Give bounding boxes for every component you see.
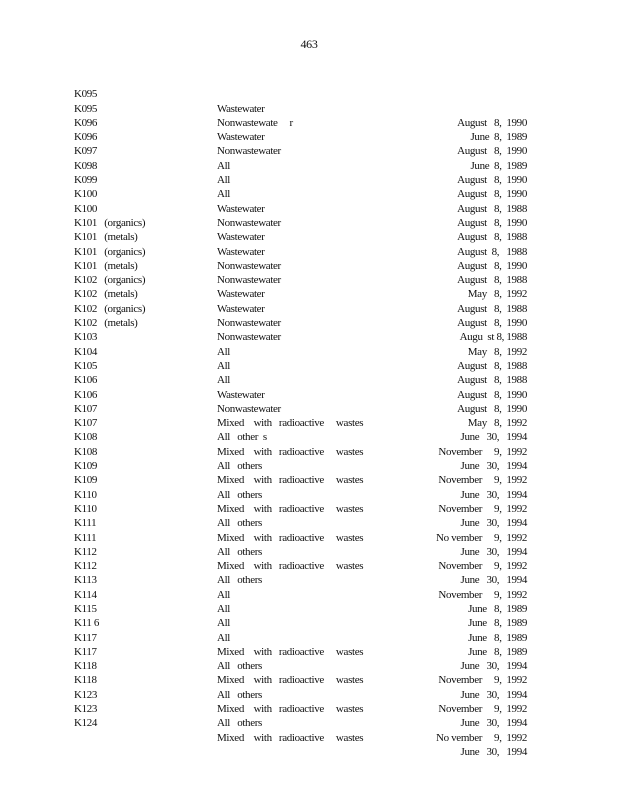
- waste-category: Wastewater: [217, 131, 265, 144]
- waste-code: K118: [74, 660, 97, 673]
- waste-category: All: [217, 345, 231, 358]
- waste-category: Mixed with radioactive wastes: [217, 531, 364, 544]
- waste-category: Wastewater: [217, 388, 265, 401]
- waste-category: All: [217, 174, 231, 187]
- effective-date: August 8, 1990: [457, 402, 527, 415]
- waste-category: Mixed with radioactive wastes: [217, 674, 364, 687]
- waste-code: K118: [74, 674, 97, 687]
- waste-code: K107: [74, 417, 98, 430]
- waste-code: K101 (metals): [74, 259, 138, 272]
- effective-date: No vember 9, 1992: [436, 531, 527, 544]
- effective-date: August 8, 1990: [457, 317, 527, 330]
- effective-date: August 8, 1988: [457, 302, 527, 315]
- effective-date: November 9, 1992: [438, 474, 527, 487]
- waste-category: Mixed with radioactive wastes: [217, 731, 364, 744]
- waste-code: K102 (organics): [74, 274, 146, 287]
- effective-date: August 8, 1990: [457, 216, 527, 229]
- waste-category: All others: [217, 660, 262, 673]
- waste-category: Nonwastewater: [217, 274, 281, 287]
- waste-category: Mixed with radioactive wastes: [217, 445, 364, 458]
- effective-date: June 8, 1989: [468, 645, 527, 658]
- effective-date: August 8, 1990: [457, 259, 527, 272]
- waste-category: All: [217, 631, 231, 644]
- waste-category: Nonwastewater: [217, 259, 281, 272]
- waste-code: K109: [74, 460, 98, 473]
- waste-code: K113: [74, 574, 97, 587]
- waste-category: Mixed with radioactive wastes: [217, 560, 364, 573]
- effective-date: June 8, 1989: [468, 617, 527, 630]
- waste-category: All: [217, 359, 231, 372]
- waste-code: K108: [74, 445, 98, 458]
- waste-category: Nonwastewate r: [217, 116, 293, 129]
- effective-date: May 8, 1992: [467, 345, 527, 358]
- waste-code: K100: [74, 202, 98, 215]
- waste-code: K096: [74, 116, 98, 129]
- waste-code: K110: [74, 502, 97, 515]
- waste-code: K098: [74, 159, 98, 172]
- waste-category: Wastewater: [217, 102, 265, 115]
- waste-category: Mixed with radioactive wastes: [217, 417, 364, 430]
- waste-code: K100: [74, 188, 98, 201]
- waste-code: K109: [74, 474, 98, 487]
- waste-category: All other s: [217, 431, 267, 444]
- waste-category: Wastewater: [217, 202, 265, 215]
- waste-code: K110: [74, 488, 97, 501]
- waste-code: K114: [74, 588, 97, 601]
- effective-date: June 8, 1989: [470, 159, 527, 172]
- waste-code: K123: [74, 688, 98, 701]
- waste-code: K112: [74, 545, 97, 558]
- effective-date: May 8, 1992: [467, 288, 527, 301]
- effective-date: November 9, 1992: [438, 674, 527, 687]
- waste-code: K101 (organics): [74, 216, 146, 229]
- waste-code: K115: [74, 602, 97, 615]
- waste-code: K107: [74, 402, 98, 415]
- effective-date: November 9, 1992: [438, 703, 527, 716]
- waste-code-table: [0, 73, 618, 758]
- effective-date: August 8, 1988: [457, 245, 527, 258]
- effective-date: August 8, 1990: [457, 388, 527, 401]
- waste-code: K102 (metals): [74, 288, 138, 301]
- waste-code: K101 (organics): [74, 245, 146, 258]
- waste-code: K101 (metals): [74, 231, 138, 244]
- waste-category: All others: [217, 460, 262, 473]
- waste-category: Nonwastewater: [217, 317, 281, 330]
- waste-code: K108: [74, 431, 98, 444]
- effective-date: June 8, 1989: [468, 631, 527, 644]
- waste-code: K104: [74, 345, 98, 358]
- waste-category: Wastewater: [217, 231, 265, 244]
- waste-category: Nonwastewater: [217, 145, 281, 158]
- waste-category: All: [217, 188, 231, 201]
- effective-date: June 30, 1994: [460, 460, 527, 473]
- waste-category: Nonwastewater: [217, 216, 281, 229]
- waste-code: K106: [74, 388, 98, 401]
- waste-code: K111: [74, 517, 97, 530]
- effective-date: August 8, 1988: [457, 374, 527, 387]
- effective-date: November 9, 1992: [438, 502, 527, 515]
- waste-category: All others: [217, 574, 262, 587]
- effective-date: June 30, 1994: [460, 688, 527, 701]
- waste-code: K112: [74, 560, 97, 573]
- effective-date: June 30, 1994: [460, 660, 527, 673]
- effective-date: November 9, 1992: [438, 445, 527, 458]
- waste-category: Wastewater: [217, 245, 265, 258]
- waste-code: K097: [74, 145, 98, 158]
- effective-date: August 8, 1988: [457, 202, 527, 215]
- effective-date: June 8, 1989: [470, 131, 527, 144]
- waste-category: Mixed with radioactive wastes: [217, 474, 364, 487]
- effective-date: August 8, 1988: [457, 359, 527, 372]
- effective-date: June 30, 1994: [460, 545, 527, 558]
- effective-date: June 8, 1989: [468, 602, 527, 615]
- waste-category: All: [217, 617, 231, 630]
- waste-category: All others: [217, 488, 262, 501]
- effective-date: August 8, 1990: [457, 116, 527, 129]
- waste-code: K102 (organics): [74, 302, 146, 315]
- waste-code: K095: [74, 88, 98, 101]
- waste-code: K096: [74, 131, 98, 144]
- waste-category: Mixed with radioactive wastes: [217, 645, 364, 658]
- waste-code: K117: [74, 645, 97, 658]
- effective-date: August 8, 1990: [457, 188, 527, 201]
- effective-date: June 30, 1994: [460, 431, 527, 444]
- waste-category: Nonwastewater: [217, 402, 281, 415]
- waste-category: All others: [217, 688, 262, 701]
- waste-code: K102 (metals): [74, 317, 138, 330]
- waste-category: Mixed with radioactive wastes: [217, 703, 364, 716]
- waste-code: K099: [74, 174, 98, 187]
- effective-date: November 9, 1992: [438, 588, 527, 601]
- effective-date: August 8, 1988: [457, 231, 527, 244]
- waste-category: All: [217, 374, 231, 387]
- effective-date: August 8, 1990: [457, 145, 527, 158]
- waste-category: All: [217, 588, 231, 601]
- waste-category: All others: [217, 545, 262, 558]
- waste-category: Nonwastewater: [217, 331, 281, 344]
- effective-date: June 30, 1994: [460, 517, 527, 530]
- waste-code: K105: [74, 359, 98, 372]
- waste-code: K106: [74, 374, 98, 387]
- waste-code: K095: [74, 102, 98, 115]
- waste-code: K11 6: [74, 617, 100, 630]
- effective-date: June 30, 1994: [460, 488, 527, 501]
- effective-date: May 8, 1992: [467, 417, 527, 430]
- effective-date: June 30, 1994: [460, 745, 527, 758]
- waste-category: All: [217, 602, 231, 615]
- effective-date: August 8, 1988: [457, 274, 527, 287]
- waste-category: Wastewater: [217, 302, 265, 315]
- waste-code: K117: [74, 631, 97, 644]
- effective-date: June 30, 1994: [460, 574, 527, 587]
- effective-date: November 9, 1992: [438, 560, 527, 573]
- waste-code: K111: [74, 531, 97, 544]
- effective-date: No vember 9, 1992: [436, 731, 527, 744]
- waste-category: All others: [217, 717, 262, 730]
- page-number: 463: [300, 37, 318, 51]
- waste-code: K103: [74, 331, 98, 344]
- effective-date: August 8, 1990: [457, 174, 527, 187]
- effective-date: Augu st 8, 1988: [459, 331, 527, 344]
- waste-code: K124: [74, 717, 98, 730]
- waste-category: All: [217, 159, 231, 172]
- waste-category: Mixed with radioactive wastes: [217, 502, 364, 515]
- waste-category: All others: [217, 517, 262, 530]
- waste-code: K123: [74, 703, 98, 716]
- effective-date: June 30, 1994: [460, 717, 527, 730]
- waste-category: Wastewater: [217, 288, 265, 301]
